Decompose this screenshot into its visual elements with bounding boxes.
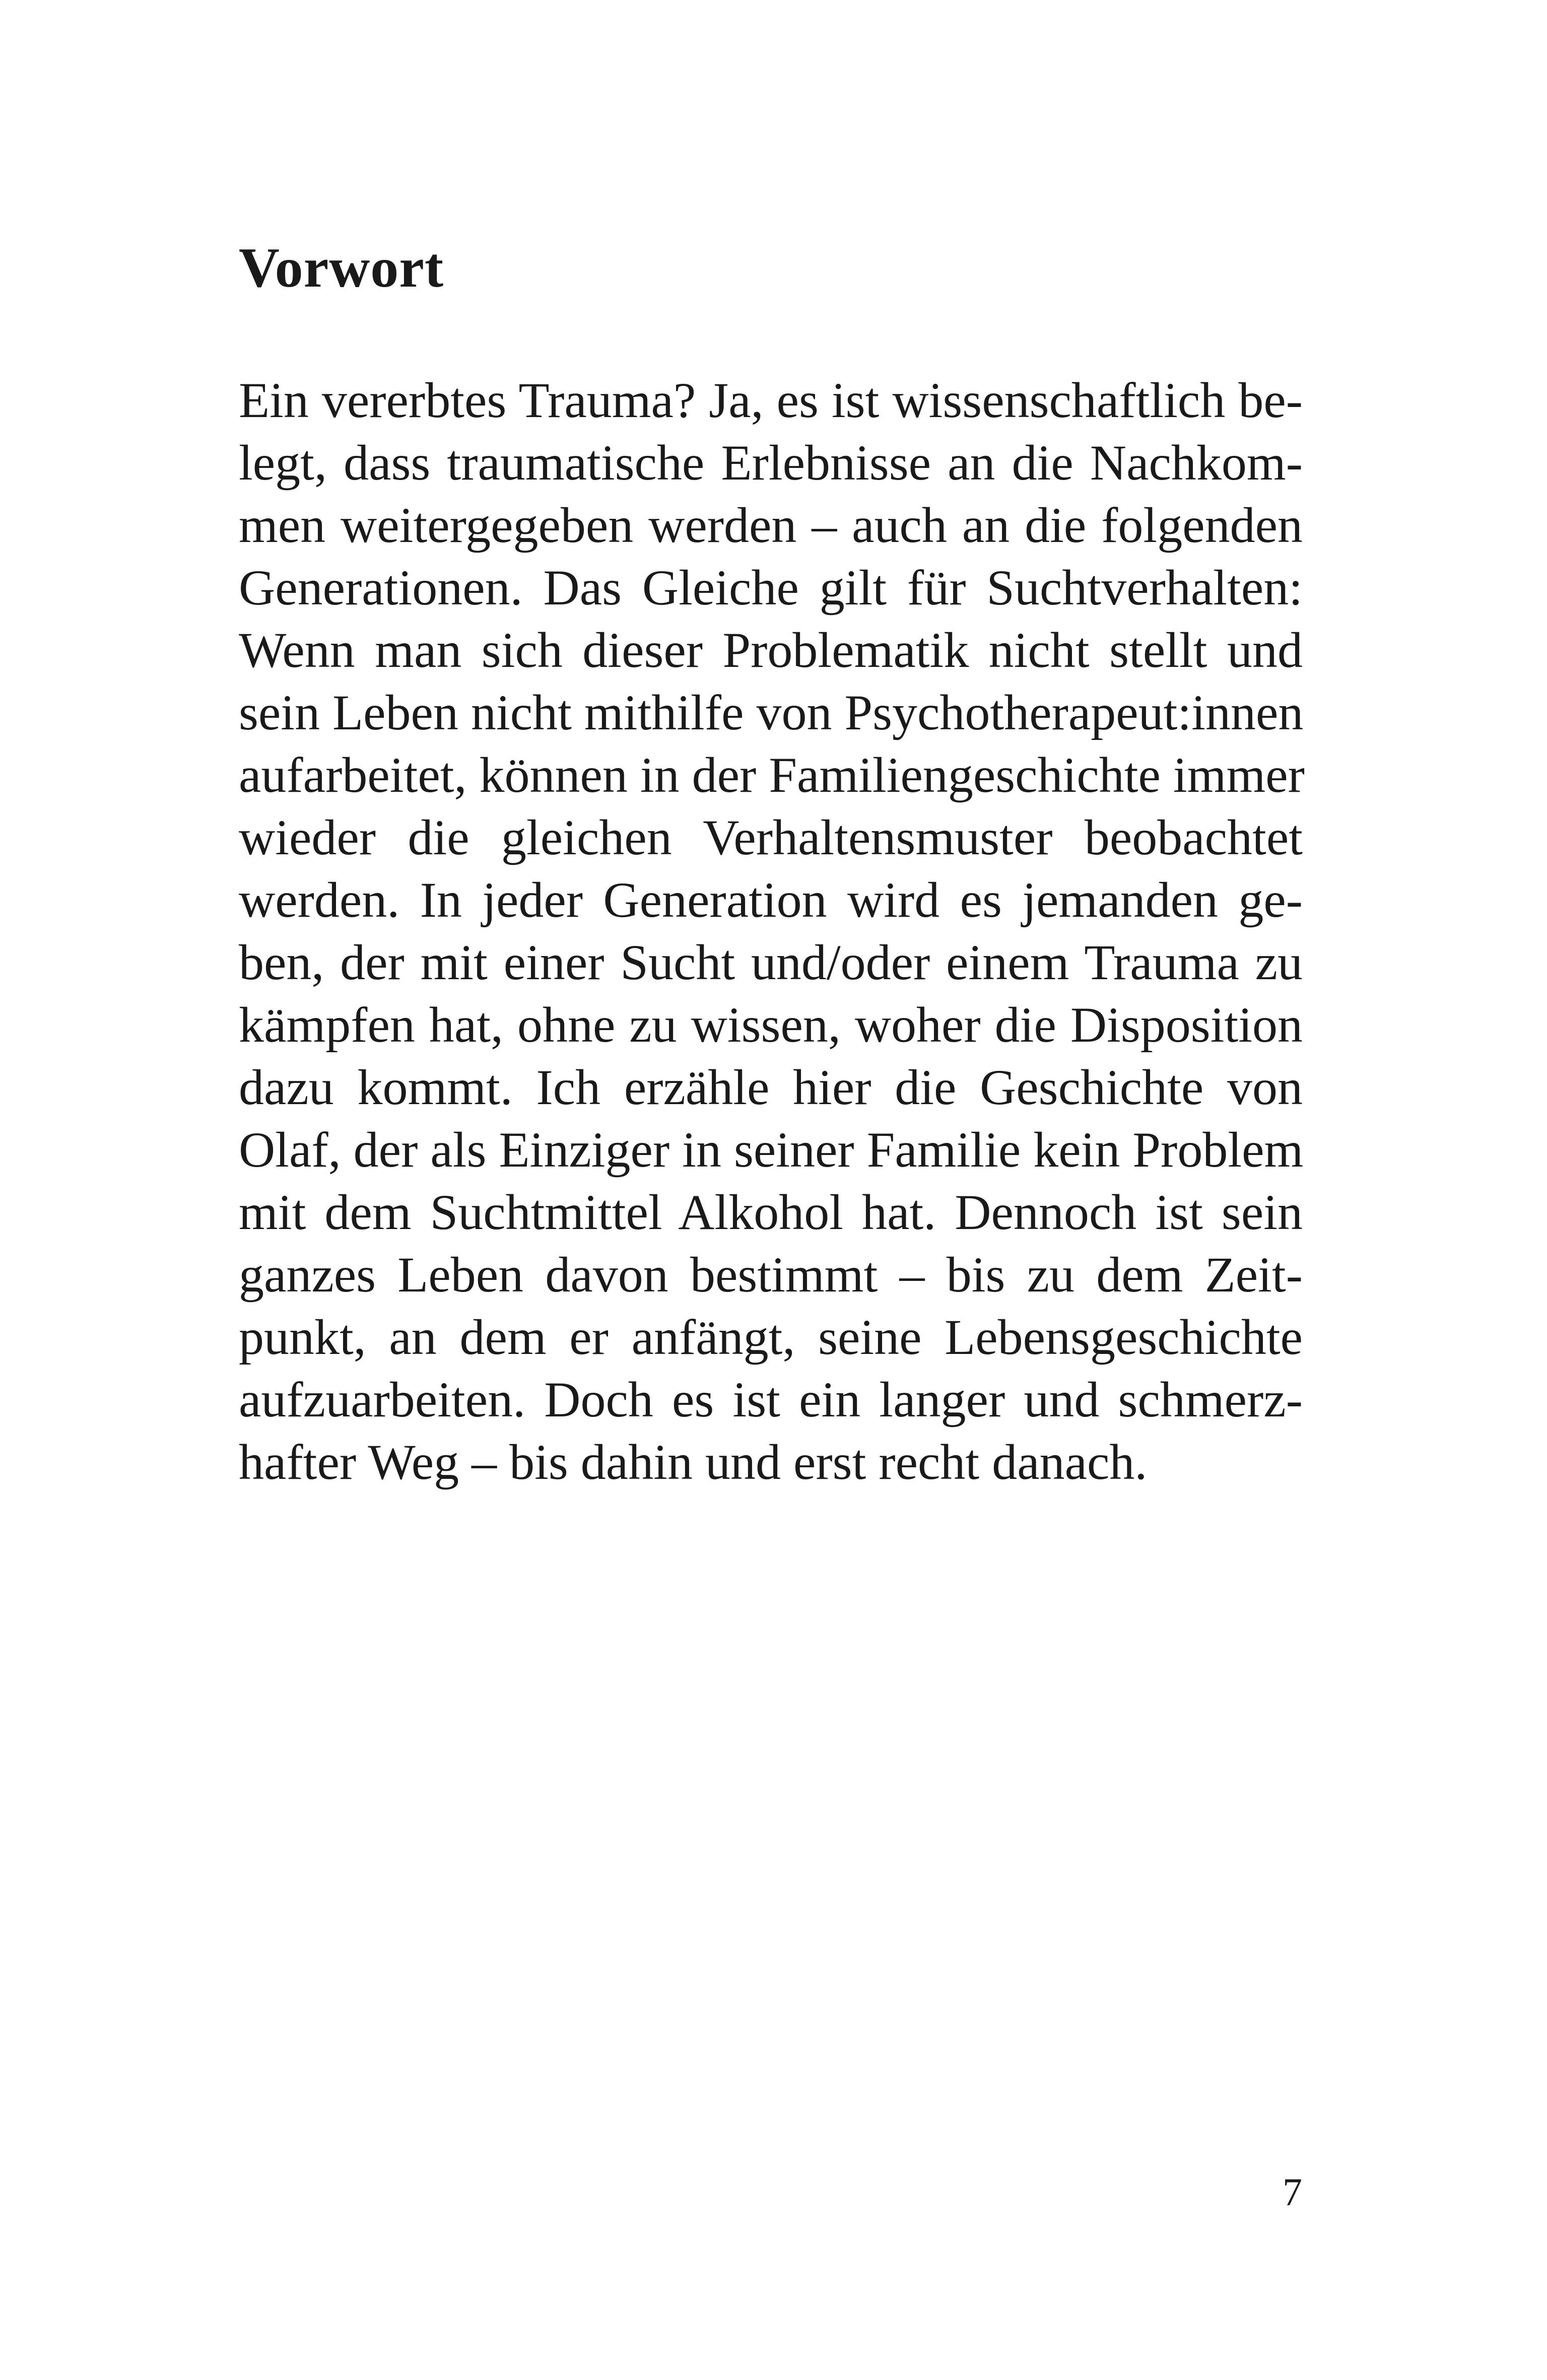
body-paragraph — [239, 369, 1303, 1493]
paragraph-line: dazu kommt. Ich erzähle hier die Geschichte von — [239, 1059, 1303, 1115]
paragraph-line: Olaf, der als Einziger in seiner Familie kein Problem — [239, 1122, 1304, 1178]
paragraph-line: ganzes Leben davon bestimmt – bis zu dem Zeit- — [239, 1247, 1303, 1303]
paragraph-line: hafter Weg – bis dahin und erst recht danach. — [239, 1434, 1148, 1490]
page-number: 7 — [1283, 2170, 1302, 2214]
chapter-heading: Vorwort — [239, 237, 444, 299]
paragraph-line: ben, der mit einer Sucht und/oder einem Trauma zu — [239, 934, 1303, 990]
paragraph-line: men weitergegeben werden – auch an die folgenden — [239, 497, 1303, 553]
paragraph-line: punkt, an dem er anfängt, seine Lebensgeschichte — [239, 1309, 1303, 1365]
paragraph-line: aufzuarbeiten. Doch es ist ein langer und schmerz- — [239, 1372, 1303, 1427]
paragraph-line: wieder die gleichen Verhaltensmuster beobachtet — [239, 809, 1303, 865]
paragraph-line: mit dem Suchtmittel Alkohol hat. Dennoch ist sein — [239, 1184, 1303, 1240]
paragraph-line: sein Leben nicht mithilfe von Psychotherapeut:innen — [239, 685, 1304, 740]
paragraph-line: legt, dass traumatische Erlebnisse an die Nachkom- — [239, 435, 1303, 491]
paragraph-line: werden. In jeder Generation wird es jemanden ge- — [239, 872, 1303, 928]
paragraph-line: Ein vererbtes Trauma? Ja, es ist wissenschaftlich be- — [239, 372, 1303, 428]
paragraph-line: Wenn man sich dieser Problematik nicht stellt und — [239, 622, 1303, 678]
paragraph-line: Generationen. Das Gleiche gilt für Suchtverhalten: — [239, 560, 1303, 616]
paragraph-line: aufarbeitet, können in der Familiengeschichte immer — [239, 747, 1305, 803]
paragraph-line: kämpfen hat, ohne zu wissen, woher die Disposition — [239, 997, 1303, 1053]
